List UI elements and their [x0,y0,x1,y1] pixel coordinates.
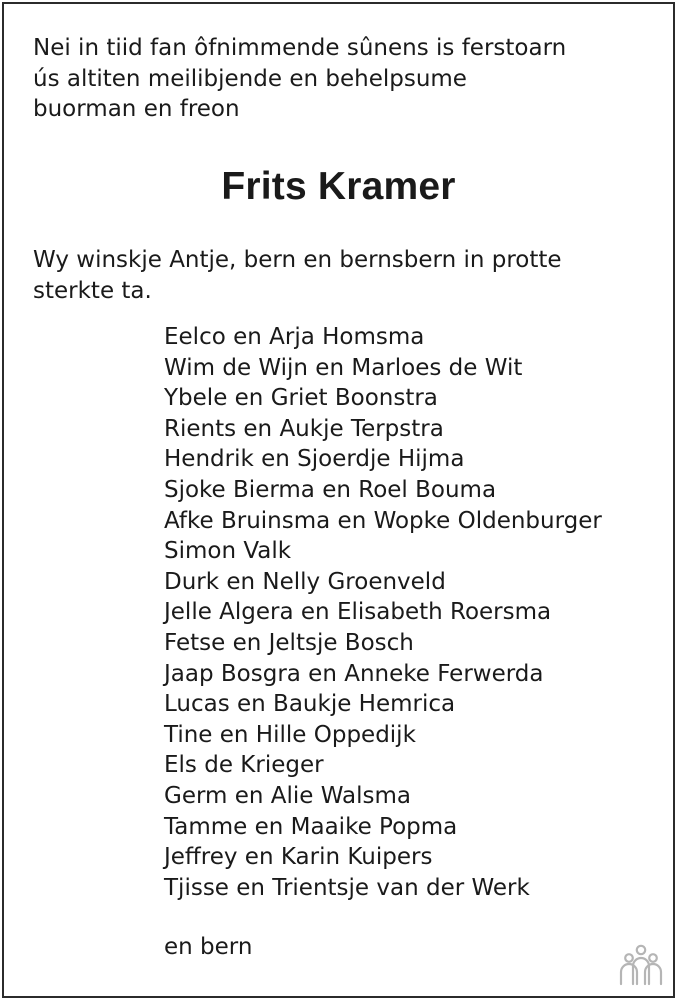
signer-item: Els de Krieger [164,752,324,779]
wish-line-1: Wy winskje Antje, bern en bernsbern in protte [33,247,562,273]
signer-item: Rients en Aukje Terpstra [164,415,444,442]
wish-text [33,245,643,306]
signer-item: Afke Bruinsma en Wopke Oldenburger [164,507,602,534]
signer-item: Ybele en Griet Boonstra [164,385,438,412]
signer-item: Eelco en Arja Homsma [164,324,425,350]
signer-item: Hendrik en Sjoerdje Hijma [164,446,465,473]
intro-line-1: Nei in tiid fan ôfnimmende sûnens is ferstoarn [33,35,567,61]
deceased-name: Frits Kramer [221,165,456,208]
signer-item: Lucas en Baukje Hemrica [164,691,456,718]
intro-line-2: ús altiten meilibjende en behelpsume [33,65,467,92]
signer-item: Jaap Bosgra en Anneke Ferwerda [164,660,544,687]
intro-line-3: buorman en freon [33,96,240,122]
signer-item: Wim de Wijn en Marloes de Wit [164,354,523,381]
signer-item: Sjoke Bierma en Roel Bouma [164,476,497,503]
signer-item: Fetse en Jeltsje Bosch [164,629,414,656]
signers-list [164,322,602,903]
people-group-icon [617,944,665,986]
signer-item: Tamme en Maaike Popma [164,813,458,840]
signer-item: Durk en Nelly Groenveld [164,568,446,595]
intro-text [33,33,643,125]
signer-item: Germ en Alie Walsma [164,782,411,809]
wish-line-2: sterkte ta. [33,277,152,304]
signer-item: Tine en Hille Oppedijk [164,721,416,748]
signer-item: Jelle Algera en Elisabeth Roersma [164,599,552,626]
closing-text: en bern [164,934,253,960]
signer-item: Simon Valk [164,538,292,565]
signer-item: Tjisse en Trientsje van der Werk [164,874,530,901]
signer-item: Jeffrey en Karin Kuipers [164,844,433,871]
